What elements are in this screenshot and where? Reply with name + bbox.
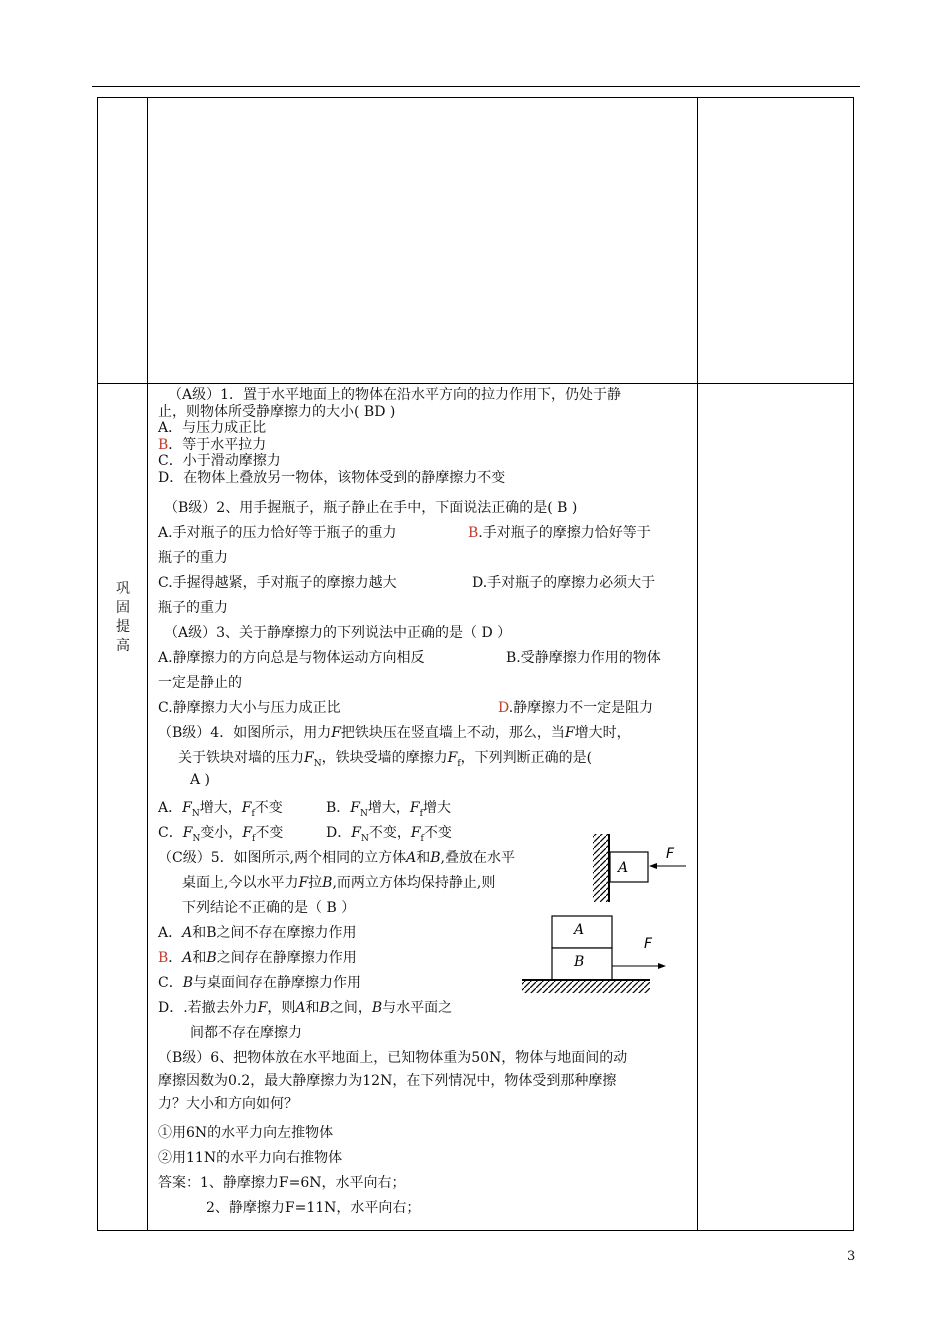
q1-option-b: B．等于水平拉力 [158, 437, 267, 453]
q5-option-a: A．A和B之间不存在摩擦力作用 [158, 925, 357, 941]
q6-line1: （B级）6、把物体放在水平地面上，已知物体重为50N，物体与地面间的动 [158, 1050, 628, 1066]
q2-option-d: D.手对瓶子的摩擦力必须大于 [472, 575, 656, 591]
q4-stem-line1: （B级）4．如图所示，用力F把铁块压在竖直墙上不动，那么，当F增大时， [158, 725, 631, 741]
q2-option-c: C.手握得越紧，手对瓶子的摩擦力越大 [158, 575, 397, 591]
page-number: 3 [847, 1249, 856, 1264]
wall-force-label: F [666, 846, 675, 862]
q5-option-c: C．B与桌面间存在静摩擦力作用 [158, 975, 362, 991]
q5-option-b: B．A和B之间存在静摩擦力作用 [158, 950, 357, 966]
q2-option-b: B.手对瓶子的摩擦力恰好等于 [468, 525, 651, 541]
q4-option-c: C．$F_N$变小，$F_f$不变 [158, 825, 284, 844]
q4-stem-line2: 关于铁块对墙的压力$F_N$，铁块受墙的摩擦力$F_f$，下列判断正确的是( [178, 750, 593, 769]
q4-option-b: B．$F_N$增大，$F_f$增大 [326, 800, 451, 819]
q3-option-b: B.受静摩擦力作用的物体 [506, 650, 661, 666]
q5-stem-line2: 桌面上,今以水平力F拉B,而两立方体均保持静止,则 [182, 875, 496, 891]
q5-option-b-letter: B [158, 950, 169, 966]
q5-option-d: D．.若撤去外力F，则A和B之间，B与水平面之 [158, 1000, 453, 1016]
q3-option-a: A.静摩擦力的方向总是与物体运动方向相反 [158, 650, 425, 666]
worksheet-table [97, 97, 854, 1231]
q3-option-c: C.静摩擦力大小与压力成正比 [158, 700, 341, 716]
q5-option-d-cont: 间都不存在摩擦力 [190, 1025, 302, 1041]
wall-block-figure [588, 830, 688, 904]
q1-option-d: D．在物体上叠放另一物体，该物体受到的静摩擦力不变 [158, 470, 506, 486]
q4-option-a: A．$F_N$增大，$F_f$不变 [158, 800, 283, 819]
q3-option-d: D.静摩擦力不一定是阻力 [498, 700, 654, 716]
q3-stem: （A级）3、关于静摩擦力的下列说法中正确的是（ D ） [164, 625, 512, 641]
q2-option-d-cont: 瓶子的重力 [158, 600, 228, 616]
q3-option-b-cont: 一定是静止的 [158, 675, 242, 691]
q2-option-b-cont: 瓶子的重力 [158, 550, 228, 566]
column-divider-left [147, 98, 148, 1230]
q6-line2: 摩擦因数为0.2，最大静摩擦力为12N，在下列情况中，物体受到那种摩擦 [158, 1073, 617, 1089]
q2-option-a: A.手对瓶子的压力恰好等于瓶子的重力 [158, 525, 397, 541]
cube-a-label: A [574, 922, 585, 938]
q3-option-d-letter: D [498, 700, 509, 716]
column-divider-right [697, 98, 698, 1230]
q2-stem: （B级）2、用手握瓶子，瓶子静止在手中，下面说法正确的是( B ) [164, 500, 578, 516]
stack-force-label: F [644, 936, 653, 952]
wall-hatch [593, 834, 609, 902]
q1-stem-line1: （A级）1．置于水平地面上的物体在沿水平方向的拉力作用下，仍处于静 [168, 387, 622, 403]
stacked-cubes-figure [518, 910, 678, 998]
q5-stem-line3: 下列结论不正确的是（ B ） [182, 900, 356, 916]
q4-answer: A ) [190, 772, 211, 788]
q1-stem-line2: 止，则物体所受静摩擦力的大小( BD ) [158, 404, 396, 420]
q5-stem-line1: （C级）5．如图所示,两个相同的立方体A和B,叠放在水平 [158, 850, 515, 866]
stack-force-arrowhead [658, 963, 666, 969]
q1-option-a: A．与压力成正比 [158, 420, 267, 436]
q6-item1: ①用6N的水平力向左推物体 [158, 1125, 334, 1141]
section-label: 巩固提高 [116, 581, 130, 654]
table-hatch [522, 981, 650, 993]
q1-option-c: C．小于滑动摩擦力 [158, 453, 281, 469]
wall-block-label: A [618, 860, 629, 876]
iron-block [610, 852, 648, 882]
header-rule [92, 86, 860, 87]
q6-line3: 力？大小和方向如何？ [158, 1096, 298, 1112]
wall-force-arrowhead [649, 863, 657, 869]
q4-option-d: D．$F_N$不变，$F_f$不变 [326, 825, 452, 844]
q6-answer2: 2、静摩擦力F=11N，水平向右； [206, 1200, 421, 1216]
cube-b-label: B [574, 954, 585, 970]
q6-item2: ②用11N的水平力向右推物体 [158, 1150, 343, 1166]
q2-option-b-letter: B [468, 525, 479, 541]
q1-option-b-letter: B [158, 437, 169, 453]
q6-answer1: 答案：1、静摩擦力F=6N，水平向右； [158, 1175, 406, 1191]
